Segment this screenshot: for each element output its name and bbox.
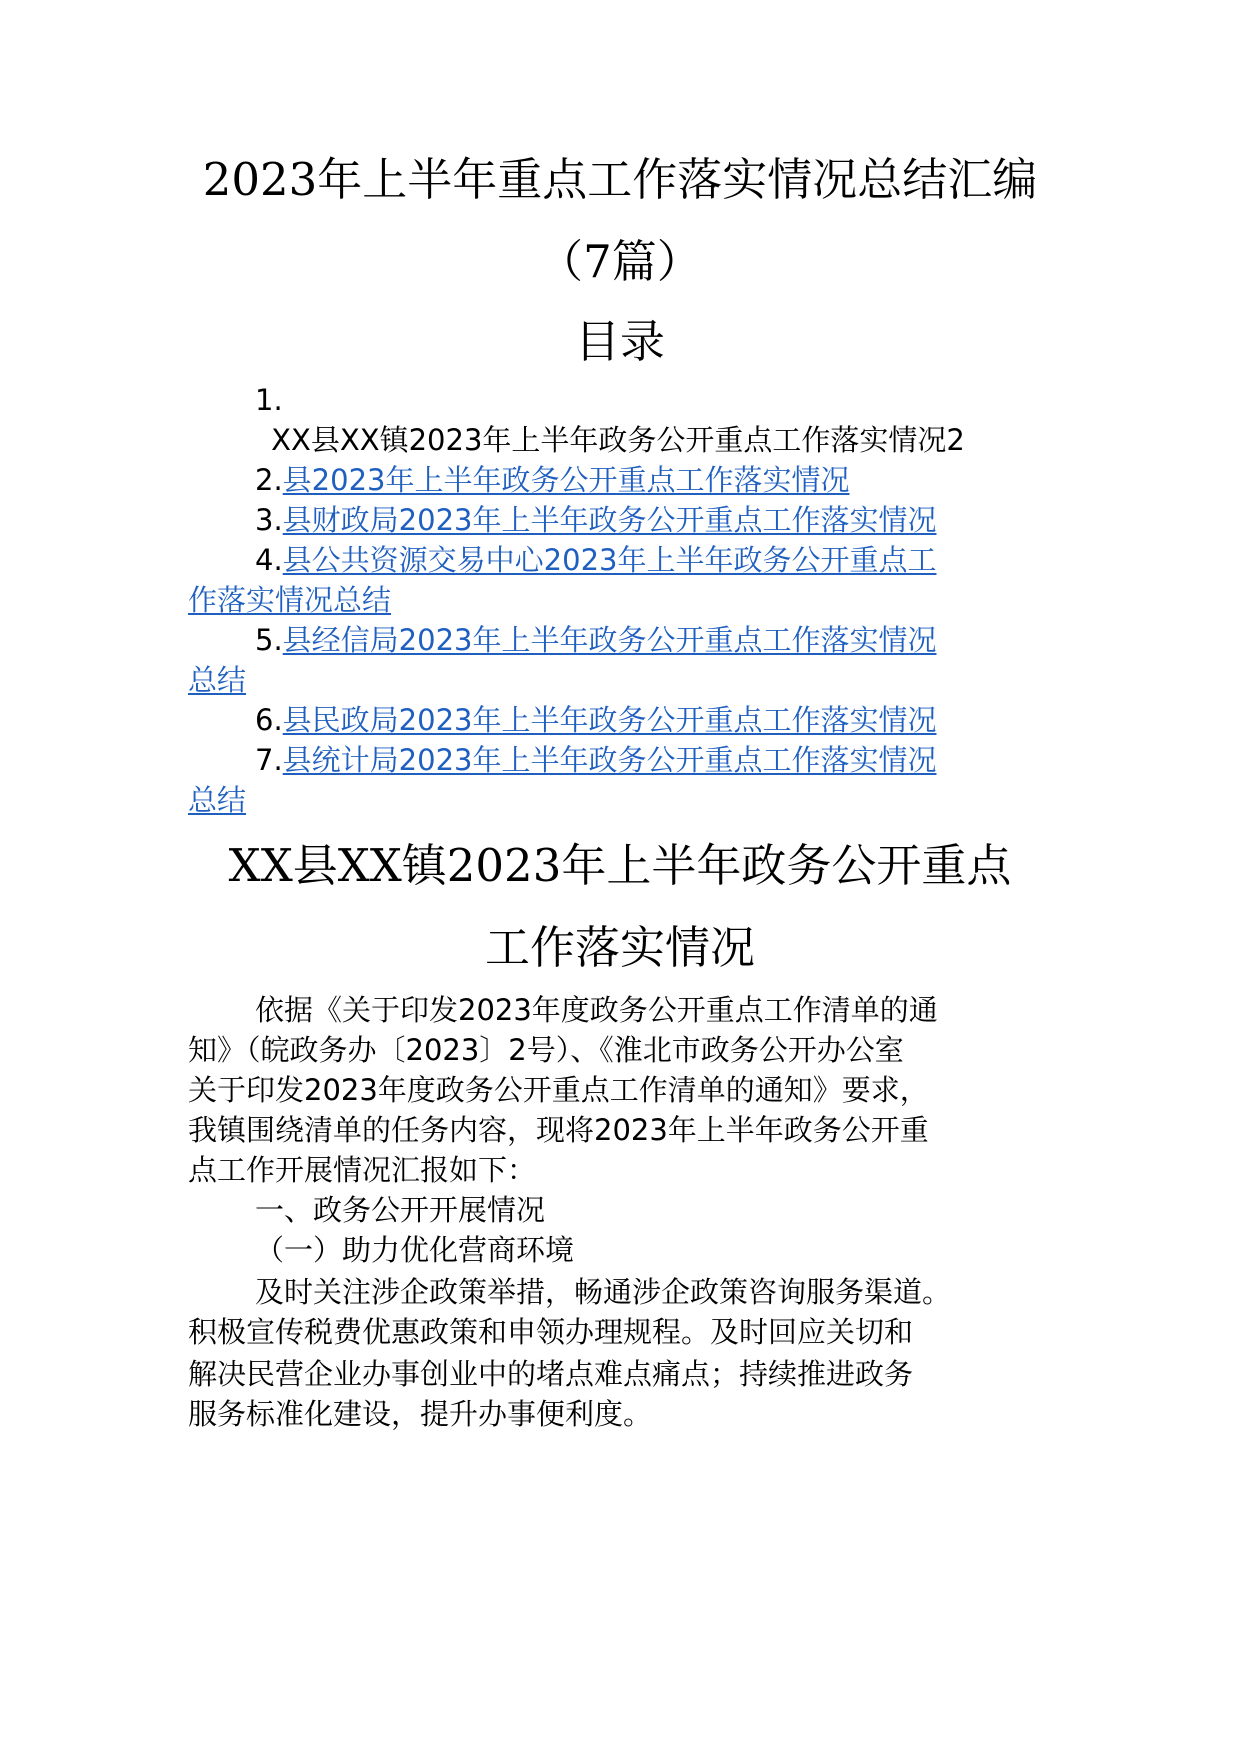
paragraph-2-line-1: 及时关注涉企政策举措，畅通涉企政策咨询服务渠道。 [255, 1275, 952, 1309]
toc-link-4-continued[interactable]: 作落实情况总结 [188, 583, 392, 617]
section-heading-1: 一、政务公开开展情况 [255, 1193, 546, 1227]
toc-item-4-continued[interactable] [188, 578, 1048, 623]
toc-link-7-continued[interactable]: 总结 [188, 783, 247, 817]
paragraph-1-line-4: 我镇围绕清单的任务内容，现将2023年上半年政务公开重 [188, 1113, 929, 1147]
paragraph-1-line-2: 知》（皖政务办〔2023〕2号）、《淮北市政务公开办公室 [188, 1033, 904, 1067]
document-title-line2: （7篇） [538, 235, 702, 288]
toc-item-5-continued[interactable] [188, 658, 1048, 703]
toc-link-2[interactable]: 县2023年上半年政务公开重点工作落实情况 [282, 463, 850, 497]
toc-item-4-number: 4. [255, 543, 283, 577]
toc-link-5-continued[interactable]: 总结 [188, 663, 247, 697]
toc-item-7-continued[interactable] [188, 778, 1048, 823]
paragraph-1-line-5: 点工作开展情况汇报如下： [188, 1153, 537, 1187]
toc-link-3[interactable]: 县财政局2023年上半年政务公开重点工作落实情况 [282, 503, 937, 537]
paragraph-2-line-4: 服务标准化建设，提升办事便利度。 [188, 1397, 653, 1431]
paragraph-1-line-3: 关于印发2023年度政务公开重点工作清单的通知》要求， [188, 1073, 929, 1107]
toc-item-1[interactable]: XX县XX镇2023年上半年政务公开重点工作落实情况2 [271, 423, 965, 457]
paragraph-2-line-2: 积极宣传税费优惠政策和申领办理规程。及时回应关切和 [188, 1315, 914, 1349]
article-title-line1: XX县XX镇2023年上半年政务公开重点 [228, 839, 1012, 892]
paragraph-1-line-1: 依据《关于印发2023年度政务公开重点工作清单的通 [255, 993, 938, 1027]
paragraph-2-line-3: 解决民营企业办事创业中的堵点难点痛点；持续推进政务 [188, 1357, 914, 1391]
toc-link-5[interactable]: 县经信局2023年上半年政务公开重点工作落实情况 [282, 623, 937, 657]
section-heading-1-1: （一）助力优化营商环境 [255, 1233, 575, 1267]
document-title-line1: 2023年上半年重点工作落实情况总结汇编 [202, 153, 1038, 206]
toc-item-4[interactable] [188, 538, 1115, 583]
toc-heading: 目录 [574, 315, 665, 368]
toc-item-5[interactable] [188, 618, 1115, 663]
toc-item-2[interactable] [188, 458, 1115, 503]
toc-item-7[interactable] [188, 738, 1115, 783]
toc-item-5-number: 5. [255, 623, 283, 657]
toc-item-6[interactable] [188, 698, 1115, 743]
toc-item-1-number: 1. [255, 383, 283, 417]
article-title-line2: 工作落实情况 [484, 921, 755, 974]
toc-item-3-number: 3. [255, 503, 283, 537]
toc-item-6-number: 6. [255, 703, 283, 737]
toc-link-6[interactable]: 县民政局2023年上半年政务公开重点工作落实情况 [282, 703, 937, 737]
toc-item-7-number: 7. [255, 743, 283, 777]
toc-link-4[interactable]: 县公共资源交易中心2023年上半年政务公开重点工 [282, 543, 937, 577]
toc-item-2-number: 2. [255, 463, 283, 497]
toc-link-7[interactable]: 县统计局2023年上半年政务公开重点工作落实情况 [282, 743, 937, 777]
toc-item-3[interactable] [188, 498, 1115, 543]
